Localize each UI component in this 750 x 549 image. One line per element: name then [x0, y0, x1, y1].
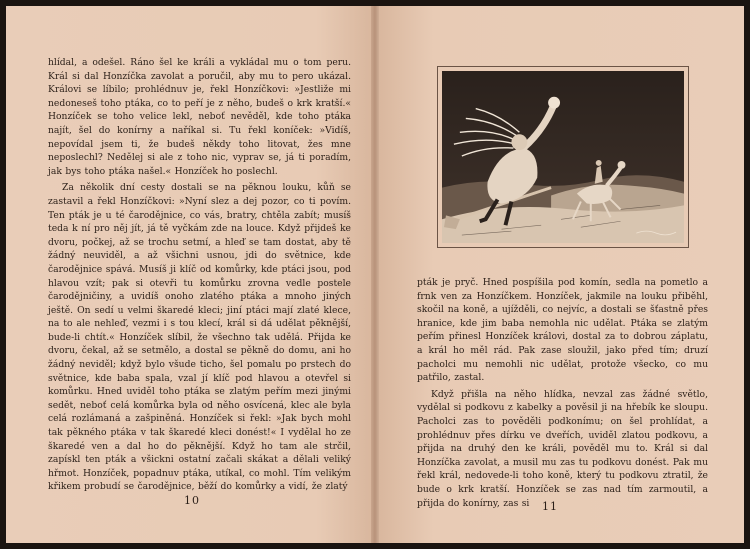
paragraph: Když přišla na něho hlídka, nevzal zas žádné světlo, vydělal si podkovu z kabelky a pověsil ji na hřebík ke sloupu. Pacholci zas to pověděli podkonímu; on šel prohlídat, a prohlédnuv přes dírku ve dveřích, uviděl zlatou podkovu, a přijda na druhý den ke králi, pověděl mu to. Král si dal Honzíčka zavolat, a musil mu zas tu podkovu donést. Pak mu řekl král, nedovede-li toho koně, který tu podkovu ztratil, že bude o krk kratší. Honzíček se zas nad tím zarmoutil, a přijda do konírny, zas si [417, 388, 708, 509]
page-number: 10 [184, 494, 200, 507]
illustration-drawing [442, 71, 684, 243]
page-number: 11 [542, 500, 558, 513]
paragraph: Za několik dní cesty dostali se na pěknou louku, kůň se zastavil a řekl Honzíčkovi: »Nyní slez a dej pozor, co ti povím. Ten pták je u té čarodějnice, co vás, bratry, chtěla zabít; musíš teda k ní pro něj jít, já tě vyčkám zde na louce. Když přijdeš ke dvoru, počkej, až se trochu setmí, a hleď se tam dostat, aby tě žádný neuviděl, a až všichni usnou, jdi do světnice, kde čarodějnice spává. Musíš ji klíč od komůrky, kde ptáci jsou, pod hlavou vzít; pak si otevři tu komůrku zrovna vedle postele čarodějničiny, a uvidíš onoho zlatého ptáka a mnoho jiných ještě. On sedí u velmi škaredé kleci; jiní ptáci mají zlaté klece, na to ale nehleď, vezmi i s tou klecí, král si dá udělat pěknější, bude-li chtít.« Honzíček slíbil, že všechno tak udělá. Přijda ke dvoru, čekal, až se setmělo, a dostal se pěkně do domu, ani ho žádný neviděl; když bylo všude ticho, šel pomalu po prstech do světnice, kde baba spala, vzal jí klíč pod hlavou a otevřel si komůrku. Hned uviděl toho ptáka se zlatým peřím mezi jinými sedět, neboť celá komůrka byla od něho osvícená, klec ale byla celá rozlámaná a zašpiněná. Honzíček si řekl: »Jak bych mohl tak pěkného ptáka v tak škaredé kleci donést!« I vydělal ho ze škaredé ven a dal ho do pěknější. Když ho tam ale strčil, zapískl ten pták a všickni ostatní začali skákat a dělali veliký hřmot. Honzíček, popadnuv ptáka, utíkal, co mohl. Tím velikým křikem probudí se čarodějnice, běží do komůrky a vidí, že zlatý [48, 182, 351, 493]
paragraph: hlídal, a odešel. Ráno šel ke králi a vykládal mu o tom peru. Král si dal Honzíčka zavolat a poručil, aby mu to pero ukázal. Královi se líbilo; prohlédnuv je, řekl Honzíčkovi: »Jestliže mi nedoneseš toho ptáka, co to peří je z něho, budeš o krk kratší.« Honzíček se toho velice lekl, neboť nevěděl, kde toho ptáka najít, šel do konírny a naříkal si. Tu řekl koníček: »Vidíš, nepovídal jsem ti, že budeš někdy toho litovat, žes mne neposlechl? Nedělej si ale z toho nic, vyprav se, já ti poradím, jak bys toho ptáka našel.« Honzíček ho poslechl. [48, 57, 351, 177]
book-gutter [371, 6, 379, 543]
book-spread [6, 6, 744, 543]
paragraph: pták je pryč. Hned pospíšila pod komín, sedla na pometlo a frnk ven za Honzíčkem. Honzíček, jakmile na louku přiběhl, skočil na koně, a ujížděli, co nejvíc, a dostali se šťastně přes hranice, kde jim baba nemohla nic udělat. Ptáka se zlatým peřím přinesl Honzíček královi, dostal za to dobrou záplatu, a král ho měl rád. Pak zase sloužil, jako před tím; druzí pacholci mu nemohli nic udělat, protože všecko, co mu patřilo, zastal. [417, 277, 708, 384]
left-page-text [48, 56, 351, 494]
left-page [6, 6, 371, 543]
right-page-text [417, 276, 708, 510]
witch-on-broom-illustration [437, 66, 689, 248]
right-page [379, 6, 744, 543]
